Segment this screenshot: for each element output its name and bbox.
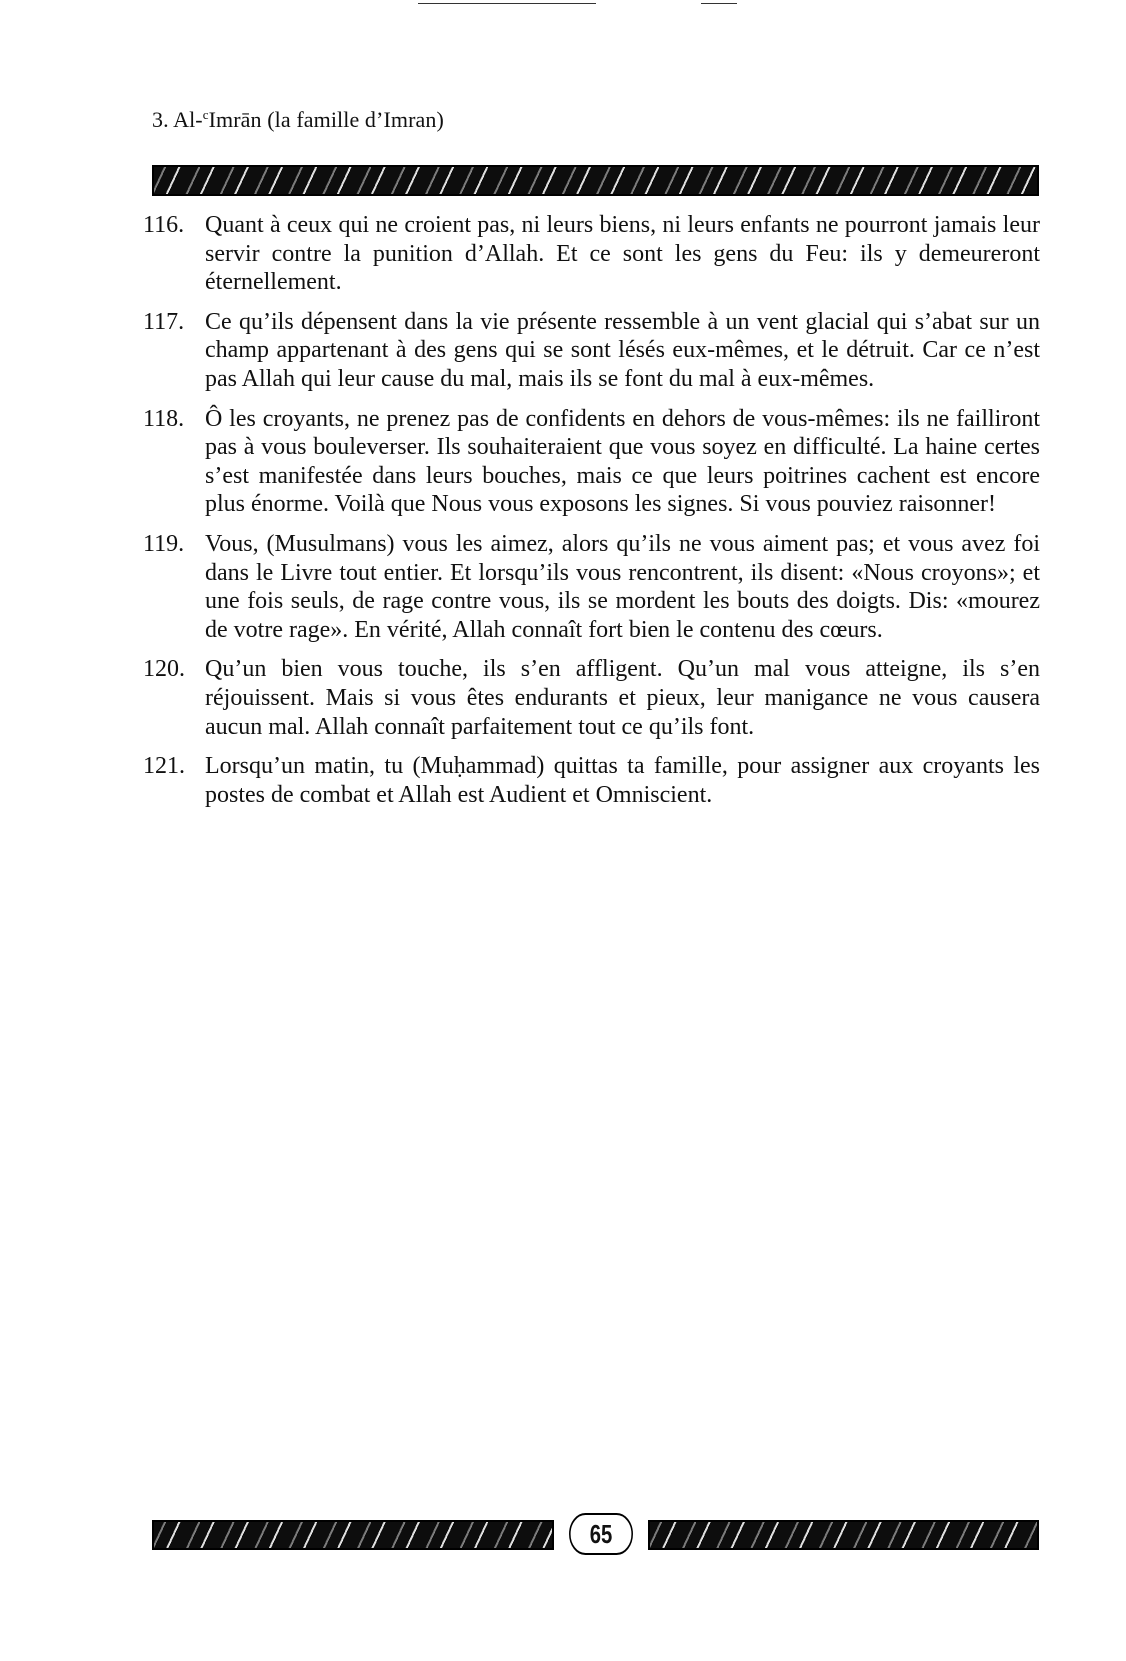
header-chapter-prefix: 3. Al-	[152, 107, 203, 132]
running-header	[152, 107, 444, 133]
ornamental-band-bottom-left	[152, 1520, 554, 1550]
page-number: 65	[569, 1513, 633, 1555]
verse-item	[143, 211, 1040, 297]
verse-text: Ce qu’ils dépensent dans la vie présente ressemble à un vent glacial qui s’abat sur un champ appartenant à des gens qui se sont lésés eux-mêmes, et le détruit. Car ce n’est pas Allah qui leur cause du mal, mais ils se font du mal à eux-mêmes.	[205, 308, 1040, 392]
verse-item	[143, 530, 1040, 644]
verse-text: Qu’un bien vous touche, ils s’en affligent. Qu’un mal vous atteigne, ils s’en réjouissent. Mais si vous êtes endurants et pieux, leur manigance ne vous causera aucun mal. Allah connaît parfaitement tout ce qu’ils font.	[205, 656, 1040, 740]
verse-text: Vous, (Musulmans) vous les aimez, alors qu’ils ne vous aiment pas; et vous avez foi dans le Livre tout entier. Et lorsqu’ils vous rencontrent, ils disent: «Nous croyons»; et une fois seuls, de rage contre vous, ils se mordent les bouts des doigts. Dis: «mourez de votre rage». En vérité, Allah connaît fort bien le contenu des cœurs.	[205, 530, 1040, 643]
verse-item	[143, 655, 1040, 741]
header-chapter-rest: Imrān (la famille d’Imran)	[208, 107, 444, 132]
verse-number: 121.	[143, 753, 185, 780]
verse-item	[143, 308, 1040, 394]
ornamental-band-top	[152, 165, 1039, 196]
verse-number: 116.	[143, 212, 185, 238]
verse-item	[143, 752, 1040, 809]
top-rule	[418, 3, 596, 4]
verse-item	[143, 405, 1040, 519]
ornamental-band-bottom-right	[648, 1520, 1039, 1550]
verse-number: 118.	[143, 405, 185, 432]
verse-list	[143, 211, 1040, 820]
header-ayn-mark: c	[202, 107, 209, 122]
verse-text: Lorsqu’un matin, tu (Muḥammad) quittas ta famille, pour assigner aux croyants les postes de combat et Allah est Audient et Omniscient.	[205, 753, 1040, 808]
top-rule	[701, 3, 737, 4]
verse-number: 120.	[143, 656, 185, 683]
verse-number: 119.	[143, 530, 185, 557]
verse-number: 117.	[143, 308, 185, 335]
verse-text: Ô les croyants, ne prenez pas de confidents en dehors de vous-mêmes: ils ne failliront pas à vous bouleverser. Ils souhaiteraient que vous soyez en difficulté. La haine certes s’est manifestée dans leurs bouches, mais ce que leurs poitrines cachent est encore plus énorme. Voilà que Nous vous exposons les signes. Si vous pouviez raisonner!	[205, 405, 1040, 518]
verse-text: Quant à ceux qui ne croient pas, ni leurs biens, ni leurs enfants ne pourront jamais leur servir contre la punition d’Allah. Et ce sont les gens du Feu: ils y demeureront éternellement.	[205, 212, 1040, 296]
